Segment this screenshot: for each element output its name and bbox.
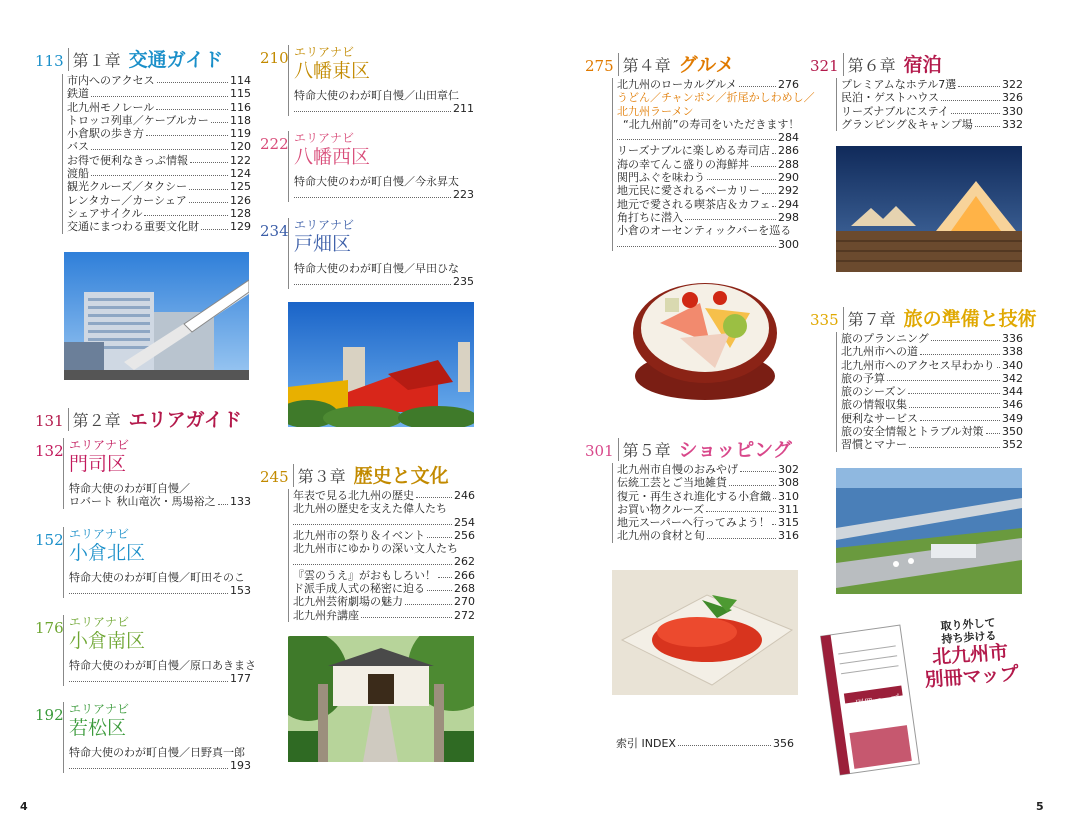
toc-item-title: 北九州市自慢のおみやげ [617, 463, 738, 476]
area-yahatanishi [260, 131, 475, 206]
toc-item-page: 311 [778, 502, 799, 516]
toc-item-page: 125 [230, 180, 251, 194]
area-wakamatsu-line1: 特命大使のわが町自慢／日野真一郎 [69, 746, 245, 759]
toc-row [841, 332, 1023, 345]
toc-item-page: 352 [1002, 438, 1023, 452]
map-promo-line2: 持ち歩ける [941, 629, 997, 646]
chapter-1-page: 113 [35, 52, 64, 70]
toc-row [841, 91, 1023, 104]
area-kokurakita-page: 152 [35, 531, 64, 549]
toc-row [841, 412, 1023, 425]
toc-item-page: 256 [454, 528, 475, 542]
gourmet-sub-line2: 北九州ラーメン [617, 104, 694, 118]
chapter-6-number: 第６章 [843, 53, 896, 76]
toc-row [617, 476, 799, 489]
toc-item-title: グランピング＆キャンプ場 [841, 117, 973, 131]
toc-row [67, 87, 251, 100]
area-moji-page: 132 [35, 442, 64, 460]
toc-item-page: 315 [778, 516, 799, 530]
area-wakamatsu [35, 702, 250, 777]
toc-row [293, 489, 475, 502]
toc-item-title: 交通にまつわる重要文化財 [67, 220, 199, 234]
area-wakamatsu-page: 192 [35, 706, 64, 724]
toc-row [617, 516, 799, 529]
toc-item-title: 関門ふぐを味わう [617, 171, 705, 185]
toc-item-title: レンタカー／カーシェア [67, 193, 187, 207]
chapter-6-toc [836, 78, 1023, 131]
toc-row [67, 140, 251, 153]
toc-row [293, 595, 475, 608]
toc-row [841, 425, 1023, 438]
toc-row [841, 438, 1023, 451]
toc-item-title: 北九州モノレール [67, 100, 155, 114]
toc-item-page: 124 [230, 167, 251, 181]
toc-item-page: 290 [778, 171, 799, 185]
area-yahatanishi-label: エリアナビ [294, 131, 355, 145]
chapter-3-page: 245 [260, 468, 289, 486]
toc-row [617, 158, 799, 171]
chapter-6-page: 321 [810, 57, 839, 75]
toc-item-page: 288 [778, 157, 799, 171]
chapter-7-page: 335 [810, 311, 839, 329]
toc-item-page: 286 [778, 144, 799, 158]
mentaiko-photo [612, 570, 798, 695]
map-promo-line3: 北九州市 [931, 641, 1009, 669]
toc-item-title: 北九州市への道 [841, 345, 918, 359]
toc-item-page: 349 [1002, 411, 1023, 425]
area-kokuraminami-line1: 特命大使のわが町自慢／原口あきまさ [69, 659, 256, 672]
area-moji-label: エリアナビ [69, 438, 130, 452]
chapter-2-number: 第２章 [68, 408, 121, 431]
toc-item-page: 129 [230, 220, 251, 234]
toc-item-title: お買い物クルーズ [617, 502, 705, 516]
toc-row [293, 582, 475, 595]
toc-row: 193 [69, 759, 251, 772]
toc-item-title: シェアサイクル [67, 206, 143, 220]
glamping-photo [836, 146, 1022, 272]
toc-row [841, 105, 1023, 118]
toc-item-title: 鉄道 [67, 87, 89, 101]
toc-row [617, 463, 799, 476]
index-row [616, 737, 794, 750]
toc-row [841, 118, 1023, 131]
toc-item-page: 119 [230, 127, 251, 141]
toc-item-title: 復元・再生され進化する小倉織 [617, 489, 771, 503]
toc-item-title: 旅のプランニング [841, 332, 929, 345]
toc-item-title: 地元民に愛されるベーカリー [617, 184, 760, 198]
area-tobata-page: 234 [260, 222, 289, 240]
toc-item-page: 322 [1002, 78, 1023, 91]
area-tobata-line1: 特命大使のわが町自慢／早田ひな [294, 262, 459, 275]
gourmet-quote: “北九州前”の寿司をいただきます！ [623, 117, 800, 131]
toc-item-title: バス [67, 140, 89, 154]
toc-row: 235 [294, 275, 474, 288]
toc-item-page: 294 [778, 197, 799, 211]
toc-row [841, 345, 1023, 358]
toc-item-page: 116 [230, 100, 251, 114]
toc-item-title: 角打ちに潜入 [617, 210, 683, 224]
area-moji-name: 門司区 [69, 453, 127, 475]
toc-item-title: 北九州弁講座 [293, 608, 359, 622]
area-moji [35, 438, 250, 518]
toc-item-page: 268 [454, 582, 475, 596]
toc-row [67, 220, 251, 233]
chapter-2-page: 131 [35, 412, 64, 430]
toc-row [293, 569, 475, 582]
chapter-4-page: 275 [585, 57, 614, 75]
toc-item-title: トロッコ列車／ケーブルカー [67, 113, 209, 127]
toc-item-title: 北九州の食材と旬 [617, 529, 705, 543]
chapter-3-heading [260, 461, 449, 488]
area-tobata-label: エリアナビ [294, 218, 355, 232]
toc-item-page: 270 [454, 595, 475, 609]
chapter-7-number: 第７章 [843, 307, 896, 330]
toc-row [841, 385, 1023, 398]
toc-item-title: 北九州芸術劇場の魅力 [293, 595, 403, 609]
toc-item-title: 渡船 [67, 167, 89, 181]
toc-item-title: 小倉のオーセンティックバーを巡る [617, 224, 792, 238]
toc-item-title: 北九州市へのアクセス早わかり [841, 358, 995, 372]
toc-row: ロバート 秋山竜次・馬場裕之 133 [69, 495, 251, 509]
map-promo-text [913, 614, 1028, 692]
toc-item-page: 262 [454, 555, 475, 569]
toc-item-title: 年表で見る北九州の歴史 [293, 489, 414, 502]
toc-row [617, 171, 799, 184]
area-yahatanishi-page: 222 [260, 135, 289, 153]
toc-row [67, 127, 251, 140]
toc-item-page: 128 [230, 206, 251, 220]
toc-row [617, 211, 799, 224]
map-promo-line4: 別冊マップ [923, 662, 1020, 692]
page-number-right: 5 [1036, 800, 1044, 813]
toc-item-title: 旅のシーズン [841, 385, 907, 399]
toc-item-page: 332 [1002, 117, 1023, 131]
toc-row [617, 198, 799, 211]
area-kokurakita-name: 小倉北区 [69, 542, 146, 564]
toc-item-title: 地元で愛される喫茶店＆カフェ [617, 197, 771, 211]
toc-item-page: 118 [230, 113, 251, 127]
chapter-4-title: グルメ [678, 54, 735, 76]
area-yahatahigashi-label: エリアナビ [294, 45, 355, 59]
toc-item-title: 旅の情報収集 [841, 398, 907, 412]
chapter-7-title: 旅の準備と技術 [903, 308, 1037, 330]
area-wakamatsu-name: 若松区 [69, 717, 127, 739]
map-booklet-promo [815, 612, 1030, 782]
index-label: 索引 INDEX [616, 737, 676, 750]
chapter-2-heading [35, 405, 242, 432]
toc-item-title: リーズナブルに楽しめる寿司店 [617, 144, 770, 158]
chapter-5-toc [612, 463, 799, 543]
toc-item-page: 316 [778, 529, 799, 543]
toc-row [67, 74, 251, 87]
toc-item-title: 北九州の歴史を支えた偉人たち [293, 502, 447, 516]
toc-item-page: 330 [1002, 104, 1023, 118]
toc-row [617, 529, 799, 542]
toc-row [293, 529, 475, 542]
toc-item-page: 350 [1002, 425, 1023, 439]
toc-item-title: リーズナブルにステイ [841, 104, 949, 118]
chapter-7-toc [836, 332, 1023, 452]
toc-row: 177 [69, 672, 251, 685]
chapter-2-title: エリアガイド [128, 409, 242, 431]
area-yahatahigashi-line1: 特命大使のわが町自慢／山田章仁 [294, 89, 459, 102]
toc-item-page: 344 [1002, 385, 1023, 399]
toc-item-page: 346 [1002, 398, 1023, 412]
toc-item-page: 120 [230, 140, 251, 154]
toc-row [841, 359, 1023, 372]
toc-row [67, 194, 251, 207]
toc-row: 284 [617, 131, 799, 144]
area-kokuraminami-page: 176 [35, 619, 64, 637]
toc-row: 211 [294, 102, 474, 115]
toc-item-page: 310 [778, 489, 799, 503]
toc-item-page: 298 [778, 210, 799, 224]
toc-row [841, 78, 1023, 91]
toc-item-page: 302 [778, 463, 799, 476]
chapter-3-toc [288, 489, 475, 622]
toc-row [67, 154, 251, 167]
area-wakamatsu-label: エリアナビ [69, 702, 130, 716]
toc-item-title: 地元スーパーへ行ってみよう！ [617, 516, 770, 530]
toc-item-page: 122 [230, 153, 251, 167]
toc-item-page: 266 [454, 568, 475, 582]
area-kokurakita-line1: 特命大使のわが町自慢／町田そのこ [69, 571, 245, 584]
toc-item-page: 114 [230, 74, 251, 87]
area-yahatahigashi-name: 八幡東区 [294, 60, 371, 82]
chapter-5-page: 301 [585, 442, 614, 460]
toc-item-title: 伝統工芸とご当地雑貨 [617, 476, 727, 490]
area-yahatanishi-line1: 特命大使のわが町自慢／今永昇太 [294, 175, 459, 188]
toc-item-title: 『雲のうえ』がおもしろい！ [293, 568, 436, 582]
area-kokuraminami-label: エリアナビ [69, 615, 130, 629]
chapter-1-number: 第１章 [68, 48, 121, 71]
toc-item-page: 326 [1002, 91, 1023, 105]
area-kokuraminami [35, 615, 256, 690]
chapter-6-title: 宿泊 [903, 54, 942, 76]
index-page: 356 [773, 737, 794, 750]
toc-row [617, 503, 799, 516]
toc-item-title: 市内へのアクセス [67, 74, 155, 87]
gourmet-sub-line1: うどん／チャンポン／折尾かしわめし／ [617, 91, 815, 105]
toc-item-page: 340 [1002, 358, 1023, 372]
toc-row [67, 207, 251, 220]
chapter-1-toc [62, 74, 251, 234]
toc-row [617, 238, 799, 251]
toc-item-page: 272 [454, 608, 475, 622]
toc-row [617, 144, 799, 157]
toc-row [617, 184, 799, 197]
toc-item-title: 北九州市にゆかりの深い文人たち [293, 542, 458, 556]
toc-item-title: 民泊・ゲストハウス [841, 91, 940, 105]
page-number-left: 4 [20, 800, 28, 813]
toc-item-title: 旅の予算 [841, 371, 885, 385]
toc-item-title: プレミアムなホテル7選 [841, 78, 957, 91]
toc-row [617, 490, 799, 503]
toc-row [293, 555, 475, 568]
toc-item-page: 126 [230, 193, 251, 207]
toc-item-title: 小倉駅の歩き方 [67, 127, 144, 141]
toc-row: 153 [69, 584, 251, 597]
map-booklet-label: 別冊マップ [854, 693, 901, 711]
area-tobata [260, 218, 475, 293]
toc-item-title: お得で便利なきっぷ情報 [67, 153, 188, 167]
chapter-1-title: 交通ガイド [128, 49, 224, 71]
chapter-6-heading [810, 50, 942, 77]
toc-row [67, 180, 251, 193]
toc-item-page: 254 [454, 515, 475, 529]
toc-item-title: 便利なサービス [841, 411, 918, 425]
map-promo-line1: 取り外して [940, 616, 996, 633]
toc-item-page: 308 [778, 476, 799, 490]
toc-item-title: 海の幸てんこ盛りの海鮮丼 [617, 157, 749, 171]
toc-row [67, 167, 251, 180]
toc-row [841, 372, 1023, 385]
toc-item-page: 338 [1002, 345, 1023, 359]
kaisendon-photo [620, 268, 790, 408]
tobata-building-photo [288, 302, 474, 427]
area-yahatanishi-name: 八幡西区 [294, 146, 371, 168]
airport-photo [836, 468, 1022, 594]
chapter-1-heading [35, 45, 223, 72]
chapter-3-title: 歴史と文化 [353, 465, 449, 487]
toc-item-page: 342 [1002, 371, 1023, 385]
area-kokuraminami-name: 小倉南区 [69, 630, 146, 652]
chapter-5-number: 第５章 [618, 438, 671, 461]
toc-item-title: 旅の安全情報とトラブル対策 [841, 425, 984, 439]
area-yahatahigashi-page: 210 [260, 49, 289, 67]
toc-item-page: 276 [778, 78, 799, 91]
chapter-5-title: ショッピング [678, 439, 792, 461]
chapter-4-heading [585, 50, 735, 77]
area-yahatahigashi [260, 45, 475, 120]
area-tobata-name: 戸畑区 [294, 233, 352, 255]
area-kokurakita [35, 527, 250, 602]
chapter-3-number: 第３章 [293, 464, 346, 487]
toc-item-page: 246 [454, 489, 475, 502]
chapter-4-number: 第４章 [618, 53, 671, 76]
toc-item-page: 115 [230, 87, 251, 101]
toc-row [293, 609, 475, 622]
toc-item-title: 習慣とマナー [841, 438, 907, 452]
toc-item-title: ド派手成人式の秘密に迫る [293, 582, 425, 596]
toc-item-page: 300 [778, 237, 799, 251]
toc-row [293, 516, 475, 529]
chapter-5-heading [585, 435, 792, 462]
area-kokurakita-label: エリアナビ [69, 527, 130, 541]
toc-row [67, 101, 251, 114]
historic-gate-photo [288, 636, 474, 762]
toc-item-title: 北九州のローカルグルメ [617, 78, 737, 91]
toc-row [841, 398, 1023, 411]
chapter-7-heading [810, 304, 1037, 331]
toc-row [67, 114, 251, 127]
area-moji-line1: 特命大使のわが町自慢／ [69, 482, 190, 495]
chapter-4-toc [612, 78, 815, 251]
toc-item-title: 観光クルーズ／タクシー [67, 180, 188, 194]
toc-row [617, 78, 799, 91]
toc-item-title: 北九州市の祭り＆イベント [293, 528, 425, 542]
toc-item-page: 292 [778, 184, 799, 198]
kokura-station-photo [64, 252, 249, 380]
toc-row: 223 [294, 188, 474, 201]
toc-item-page: 336 [1002, 332, 1023, 345]
